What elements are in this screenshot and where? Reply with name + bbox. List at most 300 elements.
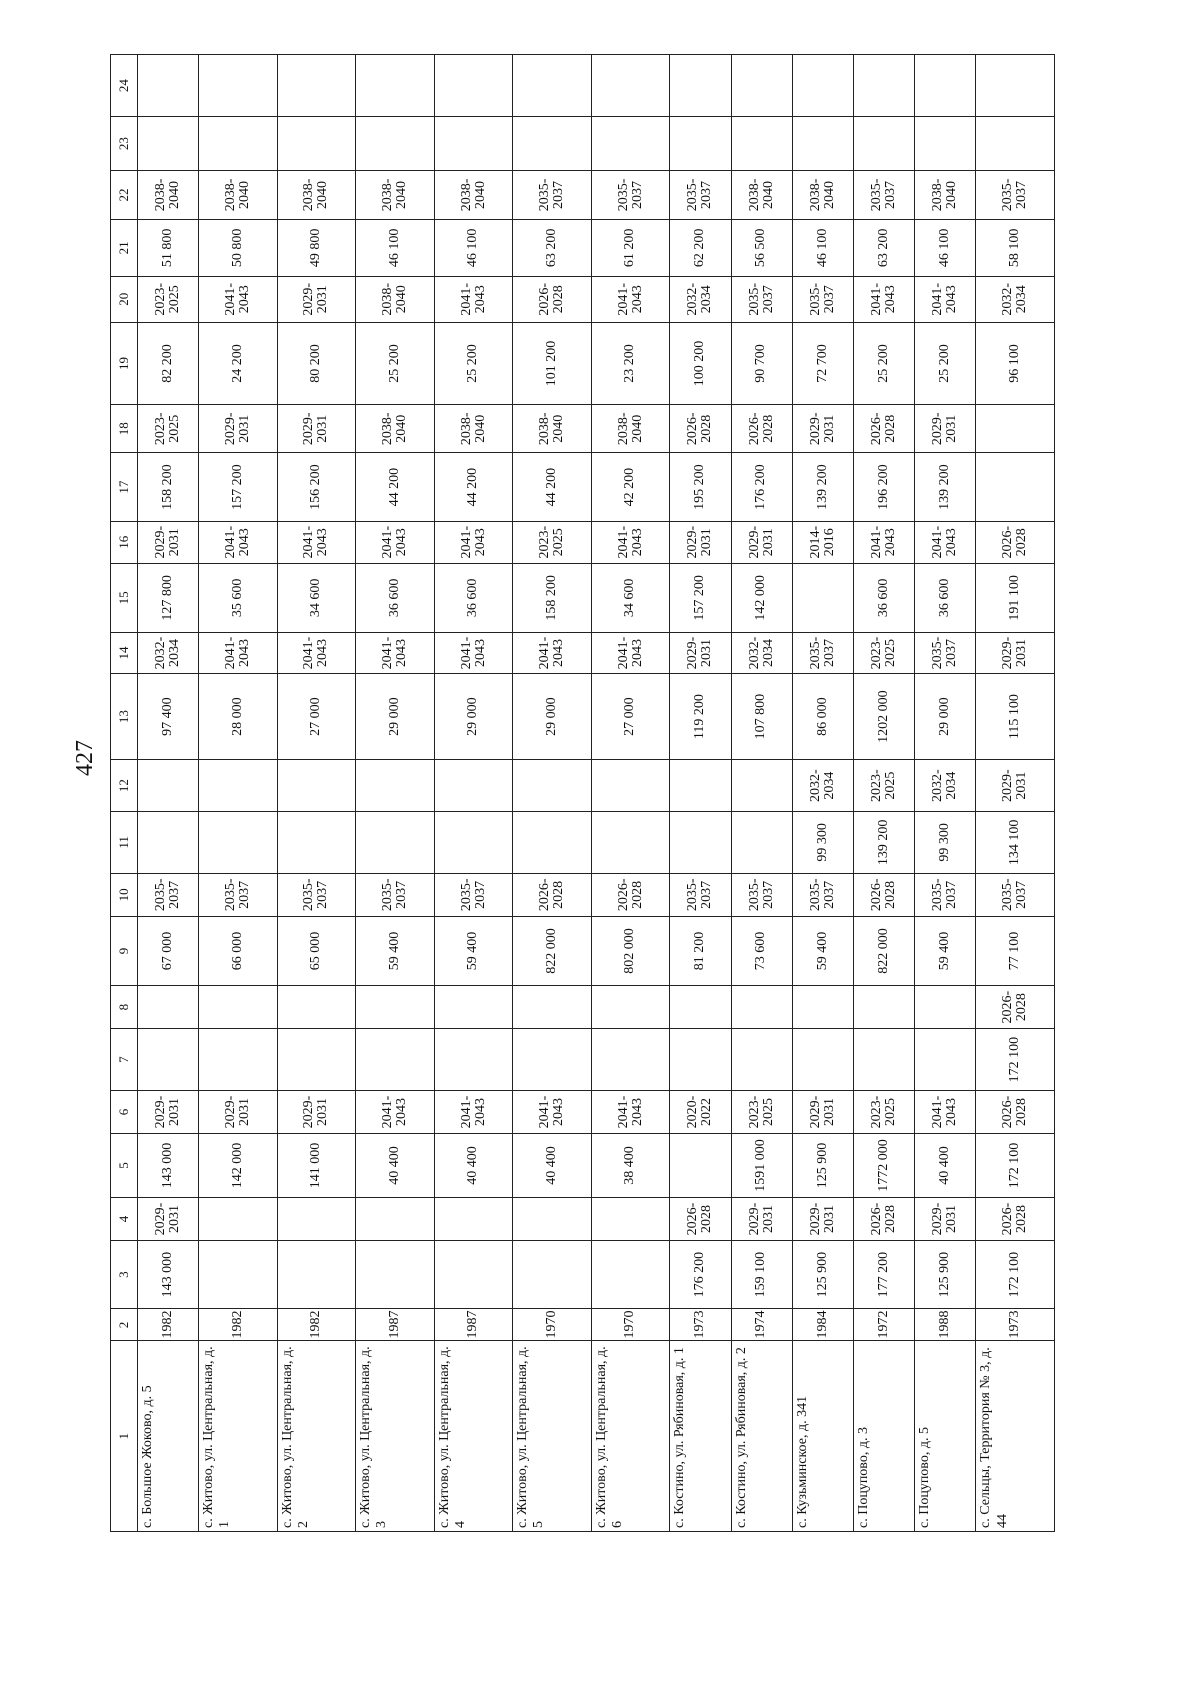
period-cell — [591, 760, 670, 811]
year-cell: 1972 — [853, 1309, 914, 1341]
cost-cell: 27 000 — [591, 673, 670, 760]
period-cell: 2035-2037 — [670, 170, 731, 219]
cost-cell — [199, 55, 278, 117]
period-cell: 2038-2040 — [434, 170, 513, 219]
column-header: 18 — [111, 405, 138, 453]
period-cell: 2032-2034 — [138, 633, 199, 674]
period-cell: 2014-2016 — [792, 521, 853, 563]
cost-cell: 125 900 — [792, 1240, 853, 1308]
period-cell: 2029-2031 — [976, 633, 1055, 674]
cost-cell: 34 600 — [277, 563, 356, 633]
cost-cell: 63 200 — [853, 220, 914, 277]
cost-cell: 96 100 — [976, 322, 1055, 404]
period-cell: 2038-2040 — [356, 405, 435, 453]
column-header: 8 — [111, 986, 138, 1029]
year-cell: 1988 — [915, 1309, 976, 1341]
cost-cell — [915, 55, 976, 117]
period-cell — [356, 760, 435, 811]
period-cell: 2026-2028 — [976, 986, 1055, 1029]
cost-cell: 86 000 — [792, 673, 853, 760]
cost-cell: 59 400 — [434, 916, 513, 986]
cost-cell — [731, 55, 792, 117]
year-cell: 1970 — [513, 1309, 592, 1341]
cost-cell: 1202 000 — [853, 673, 914, 760]
address-cell: с. Сельцы, Территория № 3, д. 44 — [976, 1341, 1055, 1532]
period-cell: 2035-2037 — [731, 873, 792, 916]
cost-cell: 143 000 — [138, 1133, 199, 1197]
data-table — [110, 54, 1055, 1532]
cost-cell: 67 000 — [138, 916, 199, 986]
cost-cell: 36 600 — [434, 563, 513, 633]
year-cell: 1987 — [356, 1309, 435, 1341]
period-cell: 2041-2043 — [434, 521, 513, 563]
period-cell: 2026-2028 — [976, 1198, 1055, 1241]
cost-cell — [853, 55, 914, 117]
period-cell: 2032-2034 — [915, 760, 976, 811]
column-header: 2 — [111, 1309, 138, 1341]
period-cell: 2026-2028 — [976, 1091, 1055, 1134]
cost-cell — [591, 811, 670, 873]
cost-cell: 1772 000 — [853, 1133, 914, 1197]
period-cell: 2029-2031 — [138, 1091, 199, 1134]
period-cell: 2029-2031 — [792, 1198, 853, 1241]
table-row — [277, 55, 356, 1532]
cost-cell — [199, 1240, 278, 1308]
cost-cell: 139 200 — [853, 811, 914, 873]
cost-cell: 46 100 — [792, 220, 853, 277]
period-cell: 2041-2043 — [513, 633, 592, 674]
cost-cell: 25 200 — [356, 322, 435, 404]
period-cell: 2035-2037 — [853, 170, 914, 219]
period-cell — [199, 1198, 278, 1241]
cost-cell: 125 900 — [915, 1240, 976, 1308]
address-cell: с. Житово, ул. Центральная, д. 3 — [356, 1341, 435, 1532]
address-cell: с. Житово, ул. Центральная, д. 2 — [277, 1341, 356, 1532]
column-header: 5 — [111, 1133, 138, 1197]
cost-cell: 139 200 — [915, 453, 976, 521]
table-row — [731, 55, 792, 1532]
table-row — [915, 55, 976, 1532]
address-cell: с. Житово, ул. Центральная, д. 4 — [434, 1341, 513, 1532]
cost-cell: 24 200 — [199, 322, 278, 404]
cost-cell — [792, 563, 853, 633]
cost-cell: 99 300 — [792, 811, 853, 873]
period-cell: 2029-2031 — [277, 405, 356, 453]
cost-cell: 176 200 — [670, 1240, 731, 1308]
period-cell: 2035-2037 — [792, 873, 853, 916]
period-cell: 2038-2040 — [731, 170, 792, 219]
period-cell: 2029-2031 — [731, 521, 792, 563]
cost-cell: 142 000 — [731, 563, 792, 633]
period-cell — [591, 1198, 670, 1241]
table-row — [513, 55, 592, 1532]
address-cell: с. Большое Жоково, д. 5 — [138, 1341, 199, 1532]
cost-cell — [138, 117, 199, 171]
cost-cell — [670, 55, 731, 117]
period-cell: 2041-2043 — [853, 521, 914, 563]
address-cell: с. Кузьминское, д. 341 — [792, 1341, 853, 1532]
cost-cell: 191 100 — [976, 563, 1055, 633]
period-cell — [138, 986, 199, 1029]
column-header: 6 — [111, 1091, 138, 1134]
cost-cell: 77 100 — [976, 916, 1055, 986]
cost-cell — [731, 117, 792, 171]
period-cell: 2023-2025 — [853, 1091, 914, 1134]
cost-cell: 66 000 — [199, 916, 278, 986]
period-cell: 2035-2037 — [513, 170, 592, 219]
cost-cell — [976, 55, 1055, 117]
period-cell — [277, 760, 356, 811]
cost-cell: 28 000 — [199, 673, 278, 760]
cost-cell: 172 100 — [976, 1029, 1055, 1091]
period-cell — [670, 760, 731, 811]
period-cell: 2041-2043 — [434, 633, 513, 674]
period-cell: 2026-2028 — [853, 873, 914, 916]
year-cell: 1987 — [434, 1309, 513, 1341]
cost-cell: 142 000 — [199, 1133, 278, 1197]
period-cell: 2035-2037 — [434, 873, 513, 916]
cost-cell: 125 900 — [792, 1133, 853, 1197]
period-cell — [277, 986, 356, 1029]
cost-cell: 158 200 — [138, 453, 199, 521]
period-cell — [591, 986, 670, 1029]
cost-cell: 65 000 — [277, 916, 356, 986]
header-row — [111, 55, 138, 1532]
table-row — [591, 55, 670, 1532]
period-cell — [434, 1198, 513, 1241]
period-cell: 2041-2043 — [199, 276, 278, 322]
cost-cell: 50 800 — [199, 220, 278, 277]
cost-cell: 59 400 — [792, 916, 853, 986]
column-header: 14 — [111, 633, 138, 674]
cost-cell: 46 100 — [915, 220, 976, 277]
period-cell: 2029-2031 — [277, 1091, 356, 1134]
cost-cell — [356, 1240, 435, 1308]
column-header: 4 — [111, 1198, 138, 1241]
period-cell — [199, 986, 278, 1029]
period-cell: 2029-2031 — [915, 405, 976, 453]
cost-cell: 157 200 — [199, 453, 278, 521]
cost-cell: 25 200 — [915, 322, 976, 404]
cost-cell: 802 000 — [591, 916, 670, 986]
column-header: 22 — [111, 170, 138, 219]
period-cell: 2041-2043 — [513, 1091, 592, 1134]
period-cell: 2026-2028 — [853, 405, 914, 453]
period-cell — [513, 760, 592, 811]
period-cell — [434, 760, 513, 811]
cost-cell — [356, 55, 435, 117]
cost-cell: 59 400 — [356, 916, 435, 986]
period-cell: 2041-2043 — [853, 276, 914, 322]
column-header: 11 — [111, 811, 138, 873]
cost-cell — [731, 811, 792, 873]
period-cell: 2026-2028 — [976, 521, 1055, 563]
period-cell: 2038-2040 — [513, 405, 592, 453]
period-cell: 2029-2031 — [277, 276, 356, 322]
cost-cell — [277, 1240, 356, 1308]
table-row — [434, 55, 513, 1532]
cost-cell — [591, 117, 670, 171]
cost-cell — [670, 117, 731, 171]
cost-cell: 29 000 — [915, 673, 976, 760]
period-cell — [731, 986, 792, 1029]
cost-cell — [976, 453, 1055, 521]
period-cell: 2023-2025 — [138, 276, 199, 322]
period-cell: 2029-2031 — [199, 405, 278, 453]
cost-cell — [513, 811, 592, 873]
cost-cell — [591, 1240, 670, 1308]
address-cell: с. Житово, ул. Центральная, д. 1 — [199, 1341, 278, 1532]
cost-cell: 158 200 — [513, 563, 592, 633]
cost-cell — [199, 117, 278, 171]
address-cell: с. Поцупово, д. 5 — [915, 1341, 976, 1532]
period-cell: 2041-2043 — [277, 521, 356, 563]
period-cell: 2020-2022 — [670, 1091, 731, 1134]
cost-cell — [731, 1029, 792, 1091]
column-header: 24 — [111, 55, 138, 117]
column-header: 17 — [111, 453, 138, 521]
period-cell: 2035-2037 — [976, 170, 1055, 219]
cost-cell — [434, 117, 513, 171]
period-cell — [792, 986, 853, 1029]
period-cell: 2035-2037 — [356, 873, 435, 916]
cost-cell: 51 800 — [138, 220, 199, 277]
period-cell: 2035-2037 — [277, 873, 356, 916]
cost-cell: 44 200 — [513, 453, 592, 521]
cost-cell: 99 300 — [915, 811, 976, 873]
cost-cell — [513, 1240, 592, 1308]
address-cell: с. Костино, ул. Рябиновая, д. 2 — [731, 1341, 792, 1532]
period-cell: 2032-2034 — [670, 276, 731, 322]
cost-cell: 34 600 — [591, 563, 670, 633]
period-cell: 2035-2037 — [199, 873, 278, 916]
address-cell: с. Житово, ул. Центральная, д. 6 — [591, 1341, 670, 1532]
cost-cell: 42 200 — [591, 453, 670, 521]
cost-cell — [853, 1029, 914, 1091]
cost-cell — [277, 1029, 356, 1091]
period-cell — [513, 986, 592, 1029]
cost-cell: 73 600 — [731, 916, 792, 986]
cost-cell: 127 800 — [138, 563, 199, 633]
cost-cell: 29 000 — [356, 673, 435, 760]
cost-cell — [792, 1029, 853, 1091]
period-cell: 2029-2031 — [976, 760, 1055, 811]
cost-cell: 40 400 — [434, 1133, 513, 1197]
period-cell — [199, 760, 278, 811]
cost-cell: 176 200 — [731, 453, 792, 521]
cost-cell — [199, 1029, 278, 1091]
column-header: 9 — [111, 916, 138, 986]
cost-cell: 44 200 — [356, 453, 435, 521]
cost-cell: 46 100 — [434, 220, 513, 277]
period-cell: 2032-2034 — [731, 633, 792, 674]
column-header: 7 — [111, 1029, 138, 1091]
period-cell: 2038-2040 — [434, 405, 513, 453]
period-cell: 2026-2028 — [513, 276, 592, 322]
period-cell — [356, 986, 435, 1029]
cost-cell: 139 200 — [792, 453, 853, 521]
page-number: 427 — [72, 740, 98, 776]
cost-cell: 29 000 — [434, 673, 513, 760]
cost-cell: 90 700 — [731, 322, 792, 404]
cost-cell — [670, 1029, 731, 1091]
period-cell: 2035-2037 — [915, 633, 976, 674]
cost-cell: 157 200 — [670, 563, 731, 633]
cost-cell — [138, 811, 199, 873]
cost-cell — [277, 117, 356, 171]
cost-cell: 61 200 — [591, 220, 670, 277]
column-header: 19 — [111, 322, 138, 404]
period-cell: 2038-2040 — [277, 170, 356, 219]
cost-cell — [356, 117, 435, 171]
cost-cell: 159 100 — [731, 1240, 792, 1308]
period-cell: 2029-2031 — [138, 521, 199, 563]
year-cell: 1984 — [792, 1309, 853, 1341]
period-cell: 2035-2037 — [976, 873, 1055, 916]
period-cell: 2038-2040 — [356, 276, 435, 322]
table-row — [792, 55, 853, 1532]
period-cell: 2029-2031 — [138, 1198, 199, 1241]
cost-cell — [277, 55, 356, 117]
cost-cell — [138, 1029, 199, 1091]
cost-cell — [199, 811, 278, 873]
period-cell: 2041-2043 — [277, 633, 356, 674]
period-cell: 2041-2043 — [356, 1091, 435, 1134]
cost-cell — [976, 117, 1055, 171]
cost-cell: 59 400 — [915, 916, 976, 986]
address-cell: с. Костино, ул. Рябиновая, д. 1 — [670, 1341, 731, 1532]
cost-cell: 29 000 — [513, 673, 592, 760]
period-cell: 2029-2031 — [731, 1198, 792, 1241]
cost-cell: 177 200 — [853, 1240, 914, 1308]
cost-cell — [915, 1029, 976, 1091]
period-cell: 2041-2043 — [199, 633, 278, 674]
table-row — [138, 55, 199, 1532]
cost-cell: 27 000 — [277, 673, 356, 760]
cost-cell: 82 200 — [138, 322, 199, 404]
period-cell: 2026-2028 — [853, 1198, 914, 1241]
period-cell: 2035-2037 — [915, 873, 976, 916]
period-cell: 2026-2028 — [513, 873, 592, 916]
cost-cell: 195 200 — [670, 453, 731, 521]
year-cell: 1982 — [138, 1309, 199, 1341]
period-cell: 2041-2043 — [591, 276, 670, 322]
period-cell — [976, 405, 1055, 453]
period-cell: 2023-2025 — [853, 633, 914, 674]
period-cell: 2041-2043 — [591, 633, 670, 674]
period-cell: 2023-2025 — [138, 405, 199, 453]
cost-cell: 97 400 — [138, 673, 199, 760]
period-cell: 2038-2040 — [915, 170, 976, 219]
cost-cell: 49 800 — [277, 220, 356, 277]
cost-cell — [138, 55, 199, 117]
table-row — [670, 55, 731, 1532]
period-cell: 2032-2034 — [976, 276, 1055, 322]
cost-cell — [356, 811, 435, 873]
period-cell: 2029-2031 — [670, 521, 731, 563]
period-cell: 2026-2028 — [591, 873, 670, 916]
period-cell: 2035-2037 — [591, 170, 670, 219]
table-row — [853, 55, 914, 1532]
period-cell: 2029-2031 — [915, 1198, 976, 1241]
cost-cell: 143 000 — [138, 1240, 199, 1308]
column-header: 3 — [111, 1240, 138, 1308]
cost-cell: 81 200 — [670, 916, 731, 986]
cost-cell: 119 200 — [670, 673, 731, 760]
cost-cell: 56 500 — [731, 220, 792, 277]
cost-cell: 23 200 — [591, 322, 670, 404]
period-cell: 2023-2025 — [731, 1091, 792, 1134]
column-header: 10 — [111, 873, 138, 916]
cost-cell: 822 000 — [513, 916, 592, 986]
period-cell — [731, 760, 792, 811]
period-cell: 2041-2043 — [356, 521, 435, 563]
period-cell — [853, 986, 914, 1029]
column-header: 21 — [111, 220, 138, 277]
cost-cell — [513, 55, 592, 117]
period-cell: 2038-2040 — [591, 405, 670, 453]
period-cell: 2035-2037 — [731, 276, 792, 322]
cost-cell — [591, 55, 670, 117]
column-header: 1 — [111, 1341, 138, 1532]
year-cell: 1982 — [277, 1309, 356, 1341]
period-cell: 2035-2037 — [792, 633, 853, 674]
cost-cell: 38 400 — [591, 1133, 670, 1197]
column-header: 23 — [111, 117, 138, 171]
cost-cell: 40 400 — [915, 1133, 976, 1197]
cost-cell: 101 200 — [513, 322, 592, 404]
period-cell: 2023-2025 — [513, 521, 592, 563]
cost-cell — [434, 1240, 513, 1308]
cost-cell — [356, 1029, 435, 1091]
cost-cell: 46 100 — [356, 220, 435, 277]
period-cell — [434, 986, 513, 1029]
table-row — [199, 55, 278, 1532]
year-cell: 1982 — [199, 1309, 278, 1341]
column-header: 16 — [111, 521, 138, 563]
column-header: 15 — [111, 563, 138, 633]
period-cell: 2041-2043 — [591, 1091, 670, 1134]
period-cell: 2029-2031 — [670, 633, 731, 674]
period-cell: 2041-2043 — [356, 633, 435, 674]
period-cell: 2041-2043 — [434, 1091, 513, 1134]
cost-cell: 40 400 — [513, 1133, 592, 1197]
period-cell: 2026-2028 — [731, 405, 792, 453]
period-cell: 2041-2043 — [915, 1091, 976, 1134]
period-cell: 2041-2043 — [915, 521, 976, 563]
cost-cell: 172 100 — [976, 1133, 1055, 1197]
cost-cell — [513, 117, 592, 171]
period-cell — [513, 1198, 592, 1241]
cost-cell: 36 600 — [356, 563, 435, 633]
table-row — [976, 55, 1055, 1532]
period-cell: 2035-2037 — [792, 276, 853, 322]
period-cell: 2041-2043 — [591, 521, 670, 563]
cost-cell: 80 200 — [277, 322, 356, 404]
cost-cell — [434, 811, 513, 873]
period-cell: 2023-2025 — [853, 760, 914, 811]
cost-cell: 44 200 — [434, 453, 513, 521]
period-cell: 2026-2028 — [670, 1198, 731, 1241]
year-cell: 1974 — [731, 1309, 792, 1341]
cost-cell — [670, 1133, 731, 1197]
column-header: 13 — [111, 673, 138, 760]
cost-cell: 1591 000 — [731, 1133, 792, 1197]
cost-cell — [277, 811, 356, 873]
period-cell: 2035-2037 — [138, 873, 199, 916]
year-cell: 1970 — [591, 1309, 670, 1341]
cost-cell: 36 600 — [853, 563, 914, 633]
